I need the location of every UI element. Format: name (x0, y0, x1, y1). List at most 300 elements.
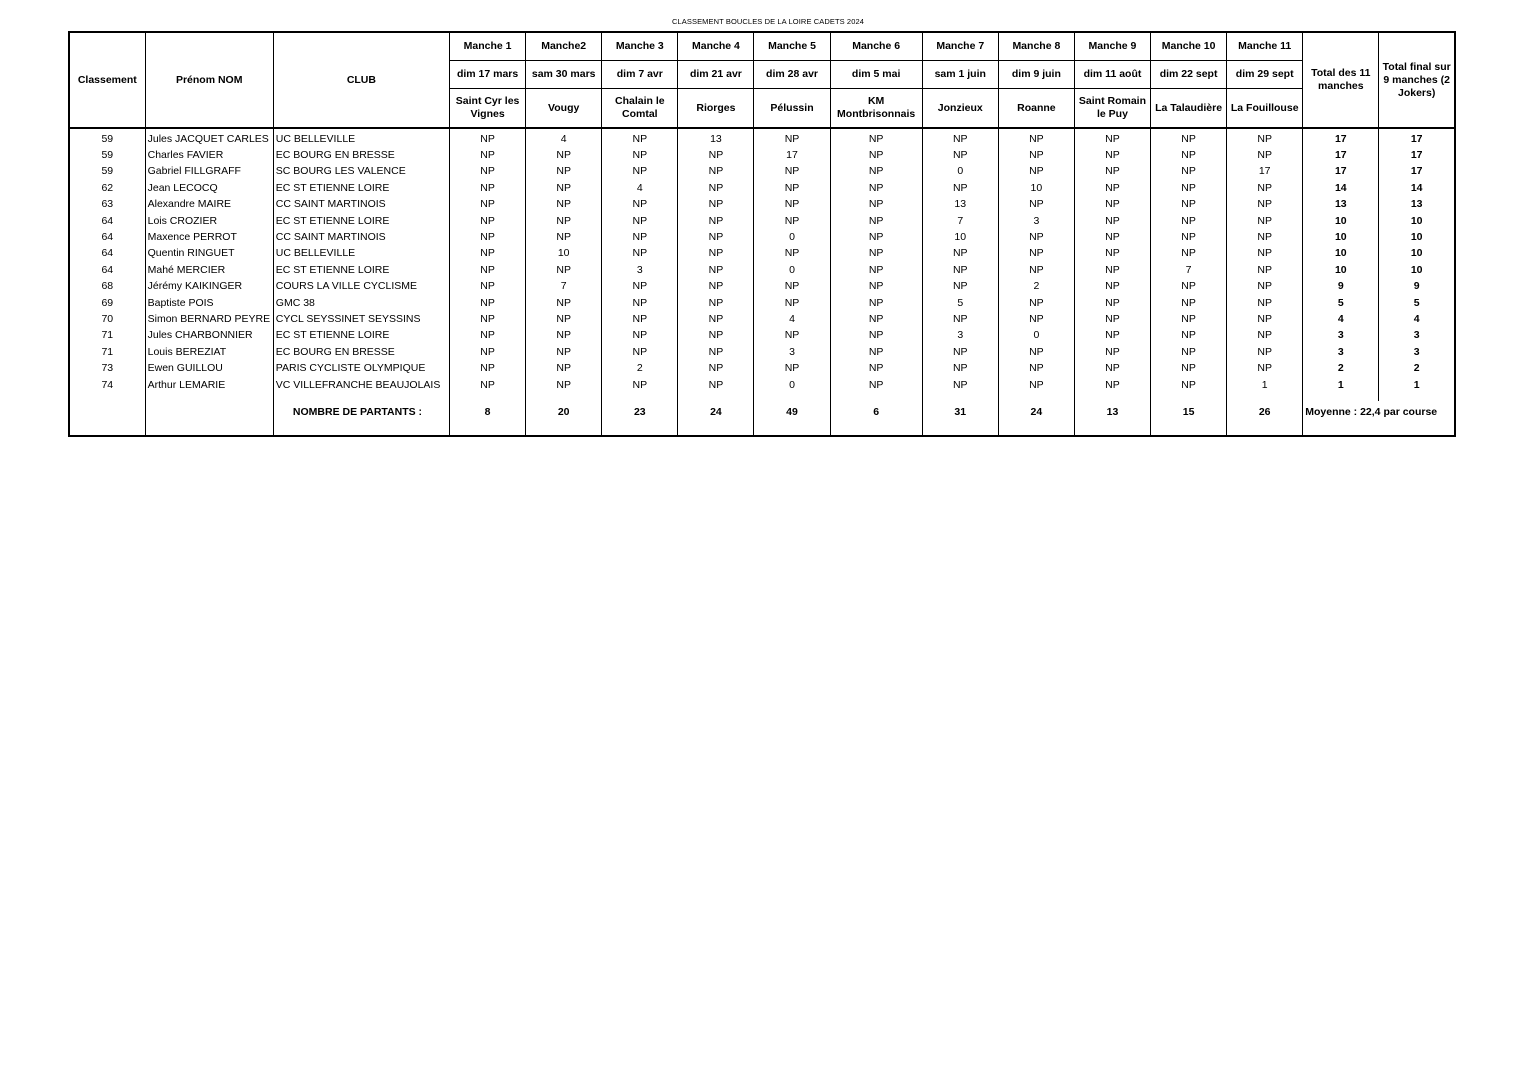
table-row (69, 147, 1455, 163)
score-cell: NP (830, 360, 922, 376)
spacer-cell (145, 393, 273, 401)
score-cell: NP (830, 279, 922, 295)
header-round-place: Chalain le Comtal (602, 89, 678, 129)
total-cell: 5 (1303, 295, 1379, 311)
score-cell: 0 (922, 164, 998, 180)
score-cell: NP (754, 164, 830, 180)
spacer-cell (678, 393, 754, 401)
score-cell: NP (526, 311, 602, 327)
spacer-cell (450, 393, 526, 401)
footer-blank-cell (69, 401, 145, 423)
ranking-table (68, 31, 1456, 437)
starters-count-cell: 15 (1151, 401, 1227, 423)
spacer-cell (1303, 393, 1379, 401)
score-cell: 10 (998, 180, 1074, 196)
score-cell: NP (450, 180, 526, 196)
final-total-cell: 3 (1379, 344, 1455, 360)
starters-count-cell: 24 (678, 401, 754, 423)
bottom-cell (69, 423, 145, 436)
score-cell: NP (998, 377, 1074, 393)
score-cell: 3 (602, 262, 678, 278)
score-cell: NP (1227, 213, 1303, 229)
spacer-cell (526, 393, 602, 401)
bottom-cell (830, 423, 922, 436)
score-cell: NP (754, 328, 830, 344)
score-cell: NP (602, 295, 678, 311)
score-cell: NP (922, 311, 998, 327)
total-cell: 9 (1303, 279, 1379, 295)
score-cell: NP (830, 246, 922, 262)
rank-cell: 63 (69, 197, 145, 213)
score-cell: NP (1074, 262, 1150, 278)
score-cell: NP (998, 197, 1074, 213)
rank-cell: 64 (69, 213, 145, 229)
score-cell: NP (1074, 311, 1150, 327)
bottom-cell (922, 423, 998, 436)
header-round-label: Manche2 (526, 32, 602, 61)
spacer-cell (602, 393, 678, 401)
total-cell: 10 (1303, 213, 1379, 229)
total-cell: 17 (1303, 128, 1379, 147)
table-row (69, 360, 1455, 376)
score-cell: NP (1074, 377, 1150, 393)
club-cell: EC ST ETIENNE LOIRE (273, 262, 449, 278)
score-cell: NP (526, 164, 602, 180)
table-row (69, 279, 1455, 295)
table-row (69, 295, 1455, 311)
score-cell: NP (998, 229, 1074, 245)
score-cell: NP (1074, 213, 1150, 229)
rider-name-cell: Charles FAVIER (145, 147, 273, 163)
final-total-cell: 17 (1379, 128, 1455, 147)
header-round-label: Manche 9 (1074, 32, 1150, 61)
score-cell: NP (922, 180, 998, 196)
score-cell: NP (1074, 344, 1150, 360)
score-cell: NP (1151, 295, 1227, 311)
header-round-label: Manche 7 (922, 32, 998, 61)
rider-name-cell: Jean LECOCQ (145, 180, 273, 196)
score-cell: NP (450, 197, 526, 213)
bottom-cell (998, 423, 1074, 436)
rank-cell: 73 (69, 360, 145, 376)
final-total-cell: 10 (1379, 262, 1455, 278)
table-row (69, 311, 1455, 327)
header-final-total: Total final sur 9 manches (2 Jokers) (1379, 32, 1455, 128)
final-total-cell: 10 (1379, 229, 1455, 245)
rank-cell: 74 (69, 377, 145, 393)
score-cell: NP (922, 377, 998, 393)
table-row (69, 229, 1455, 245)
score-cell: NP (602, 328, 678, 344)
score-cell: NP (1074, 229, 1150, 245)
score-cell: NP (998, 344, 1074, 360)
score-cell: 10 (922, 229, 998, 245)
score-cell: NP (1227, 180, 1303, 196)
score-cell: NP (1074, 164, 1150, 180)
score-cell: NP (450, 360, 526, 376)
starters-count-cell: 6 (830, 401, 922, 423)
score-cell: NP (678, 262, 754, 278)
header-round-place: Riorges (678, 89, 754, 129)
score-cell: NP (830, 213, 922, 229)
table-row (69, 328, 1455, 344)
score-cell: NP (830, 180, 922, 196)
table-body (69, 128, 1455, 436)
score-cell: NP (830, 197, 922, 213)
score-cell: NP (526, 360, 602, 376)
total-cell: 10 (1303, 246, 1379, 262)
score-cell: NP (450, 164, 526, 180)
score-cell: 0 (754, 262, 830, 278)
score-cell: NP (1151, 360, 1227, 376)
rank-cell: 62 (69, 180, 145, 196)
table-row (69, 164, 1455, 180)
bottom-cell (602, 423, 678, 436)
score-cell: NP (526, 180, 602, 196)
score-cell: NP (602, 147, 678, 163)
score-cell: NP (526, 328, 602, 344)
score-cell: NP (998, 311, 1074, 327)
score-cell: NP (450, 213, 526, 229)
score-cell: 4 (526, 128, 602, 147)
score-cell: NP (998, 295, 1074, 311)
score-cell: NP (1227, 128, 1303, 147)
score-cell: NP (602, 229, 678, 245)
score-cell: 13 (922, 197, 998, 213)
score-cell: NP (998, 128, 1074, 147)
score-cell: NP (678, 213, 754, 229)
club-cell: EC BOURG EN BRESSE (273, 344, 449, 360)
score-cell: NP (602, 246, 678, 262)
score-cell: NP (678, 328, 754, 344)
bottom-cell (754, 423, 830, 436)
score-cell: NP (922, 344, 998, 360)
starters-count-cell: 31 (922, 401, 998, 423)
score-cell: NP (922, 246, 998, 262)
score-cell: NP (526, 377, 602, 393)
final-total-cell: 13 (1379, 197, 1455, 213)
score-cell: NP (830, 164, 922, 180)
score-cell: NP (830, 311, 922, 327)
score-cell: 3 (922, 328, 998, 344)
rider-name-cell: Mahé MERCIER (145, 262, 273, 278)
club-cell: EC BOURG EN BRESSE (273, 147, 449, 163)
score-cell: NP (1227, 344, 1303, 360)
score-cell: NP (1151, 279, 1227, 295)
rider-name-cell: Arthur LEMARIE (145, 377, 273, 393)
score-cell: NP (754, 128, 830, 147)
score-cell: NP (526, 197, 602, 213)
club-cell: EC ST ETIENNE LOIRE (273, 328, 449, 344)
score-cell: NP (450, 147, 526, 163)
score-cell: NP (998, 164, 1074, 180)
score-cell: 17 (754, 147, 830, 163)
score-cell: NP (602, 197, 678, 213)
score-cell: 3 (998, 213, 1074, 229)
starters-count-cell: 8 (450, 401, 526, 423)
starters-count-cell: 23 (602, 401, 678, 423)
score-cell: NP (450, 229, 526, 245)
bottom-cell (1379, 423, 1455, 436)
score-cell: NP (754, 213, 830, 229)
starters-row (69, 401, 1455, 423)
score-cell: NP (526, 295, 602, 311)
score-cell: NP (450, 246, 526, 262)
score-cell: NP (450, 328, 526, 344)
score-cell: NP (678, 360, 754, 376)
score-cell: 1 (1227, 377, 1303, 393)
score-cell: NP (602, 164, 678, 180)
score-cell: NP (1227, 311, 1303, 327)
club-cell: EC ST ETIENNE LOIRE (273, 213, 449, 229)
final-total-cell: 14 (1379, 180, 1455, 196)
score-cell: NP (526, 262, 602, 278)
rider-name-cell: Louis BEREZIAT (145, 344, 273, 360)
total-cell: 3 (1303, 344, 1379, 360)
club-cell: CYCL SEYSSINET SEYSSINS (273, 311, 449, 327)
score-cell: NP (450, 128, 526, 147)
total-cell: 10 (1303, 229, 1379, 245)
final-total-cell: 10 (1379, 213, 1455, 229)
score-cell: 13 (678, 128, 754, 147)
score-cell: NP (678, 344, 754, 360)
score-cell: NP (830, 328, 922, 344)
header-round-label: Manche 11 (1227, 32, 1303, 61)
spacer-cell (754, 393, 830, 401)
club-cell: CC SAINT MARTINOIS (273, 229, 449, 245)
table-row (69, 197, 1455, 213)
spacer-cell (922, 393, 998, 401)
rider-name-cell: Alexandre MAIRE (145, 197, 273, 213)
score-cell: NP (450, 279, 526, 295)
score-cell: NP (830, 262, 922, 278)
score-cell: NP (526, 229, 602, 245)
header-round-place: Saint Cyr les Vignes (450, 89, 526, 129)
score-cell: NP (754, 197, 830, 213)
score-cell: NP (754, 295, 830, 311)
score-cell: NP (1151, 180, 1227, 196)
document-title: CLASSEMENT BOUCLES DE LA LOIRE CADETS 2024 (671, 17, 865, 26)
header-name: Prénom NOM (145, 32, 273, 128)
score-cell: NP (1151, 246, 1227, 262)
score-cell: NP (922, 147, 998, 163)
club-cell: COURS LA VILLE CYCLISME (273, 279, 449, 295)
spacer-cell (69, 393, 145, 401)
starters-count-cell: 49 (754, 401, 830, 423)
header-round-date: dim 29 sept (1227, 61, 1303, 89)
header-round-date: dim 17 mars (450, 61, 526, 89)
header-round-date: dim 28 avr (754, 61, 830, 89)
total-cell: 17 (1303, 147, 1379, 163)
score-cell: 7 (922, 213, 998, 229)
rider-name-cell: Ewen GUILLOU (145, 360, 273, 376)
score-cell: NP (922, 360, 998, 376)
final-total-cell: 1 (1379, 377, 1455, 393)
score-cell: NP (678, 197, 754, 213)
header-round-place: La Fouillouse (1227, 89, 1303, 129)
score-cell: NP (1227, 197, 1303, 213)
spacer-cell (1074, 393, 1150, 401)
table-row (69, 377, 1455, 393)
score-cell: NP (1227, 295, 1303, 311)
spacer-cell (1151, 393, 1227, 401)
score-cell: NP (1151, 377, 1227, 393)
score-cell: NP (754, 180, 830, 196)
table-row (69, 213, 1455, 229)
rank-cell: 59 (69, 164, 145, 180)
table-row (69, 180, 1455, 196)
rank-cell: 69 (69, 295, 145, 311)
score-cell: NP (1074, 128, 1150, 147)
rider-name-cell: Jules JACQUET CARLES (145, 128, 273, 147)
bottom-cell (1303, 423, 1379, 436)
final-total-cell: 9 (1379, 279, 1455, 295)
rank-cell: 71 (69, 344, 145, 360)
score-cell: NP (1074, 180, 1150, 196)
score-cell: NP (602, 213, 678, 229)
total-cell: 4 (1303, 311, 1379, 327)
score-cell: NP (678, 279, 754, 295)
score-cell: NP (1074, 246, 1150, 262)
score-cell: NP (602, 377, 678, 393)
score-cell: NP (678, 246, 754, 262)
score-cell: NP (830, 147, 922, 163)
score-cell: NP (1151, 164, 1227, 180)
header-round-date: dim 11 août (1074, 61, 1150, 89)
rank-cell: 59 (69, 128, 145, 147)
score-cell: NP (830, 295, 922, 311)
final-total-cell: 2 (1379, 360, 1455, 376)
header-round-label: Manche 6 (830, 32, 922, 61)
total-cell: 17 (1303, 164, 1379, 180)
score-cell: NP (1151, 128, 1227, 147)
score-cell: 2 (998, 279, 1074, 295)
average-label: Moyenne : 22,4 par course (1303, 401, 1379, 423)
club-cell: EC ST ETIENNE LOIRE (273, 180, 449, 196)
score-cell: NP (602, 128, 678, 147)
header-round-date: sam 30 mars (526, 61, 602, 89)
rider-name-cell: Simon BERNARD PEYRE (145, 311, 273, 327)
header-round-label: Manche 1 (450, 32, 526, 61)
starters-count-cell: 26 (1227, 401, 1303, 423)
table-row (69, 344, 1455, 360)
final-total-cell: 5 (1379, 295, 1455, 311)
score-cell: NP (678, 295, 754, 311)
rank-cell: 64 (69, 229, 145, 245)
header-round-place: La Talaudière (1151, 89, 1227, 129)
score-cell: NP (1227, 246, 1303, 262)
bottom-cell (450, 423, 526, 436)
score-cell: NP (1151, 213, 1227, 229)
footer-blank-cell (145, 401, 273, 423)
table-row (69, 128, 1455, 147)
score-cell: NP (1227, 229, 1303, 245)
starters-label: NOMBRE DE PARTANTS : (273, 401, 449, 423)
score-cell: NP (602, 344, 678, 360)
header-round-label: Manche 3 (602, 32, 678, 61)
score-cell: 2 (602, 360, 678, 376)
header-round-place: Vougy (526, 89, 602, 129)
header-round-date: dim 7 avr (602, 61, 678, 89)
score-cell: NP (602, 279, 678, 295)
bottom-cell (1074, 423, 1150, 436)
header-round-label: Manche 8 (998, 32, 1074, 61)
score-cell: NP (998, 246, 1074, 262)
score-cell: NP (678, 147, 754, 163)
final-total-cell: 4 (1379, 311, 1455, 327)
header-round-label: Manche 10 (1151, 32, 1227, 61)
rider-name-cell: Jérémy KAIKINGER (145, 279, 273, 295)
score-cell: NP (678, 377, 754, 393)
club-cell: PARIS CYCLISTE OLYMPIQUE (273, 360, 449, 376)
score-cell: NP (922, 279, 998, 295)
header-round-label: Manche 4 (678, 32, 754, 61)
score-cell: NP (1227, 279, 1303, 295)
rider-name-cell: Quentin RINGUET (145, 246, 273, 262)
bottom-cell (145, 423, 273, 436)
rank-cell: 59 (69, 147, 145, 163)
score-cell: NP (678, 229, 754, 245)
score-cell: 3 (754, 344, 830, 360)
score-cell: NP (526, 344, 602, 360)
bottom-cell (273, 423, 449, 436)
score-cell: 0 (754, 377, 830, 393)
starters-count-cell: 20 (526, 401, 602, 423)
table-row (69, 246, 1455, 262)
club-cell: UC BELLEVILLE (273, 128, 449, 147)
table-header (69, 32, 1455, 128)
score-cell: NP (830, 229, 922, 245)
score-cell: NP (678, 311, 754, 327)
score-cell: NP (450, 344, 526, 360)
rank-cell: 70 (69, 311, 145, 327)
spacer-cell (1379, 393, 1455, 401)
total-cell: 1 (1303, 377, 1379, 393)
bottom-cell (1227, 423, 1303, 436)
club-cell: SC BOURG LES VALENCE (273, 164, 449, 180)
score-cell: NP (1074, 295, 1150, 311)
score-cell: 5 (922, 295, 998, 311)
score-cell: NP (998, 360, 1074, 376)
score-cell: NP (450, 311, 526, 327)
score-cell: NP (1227, 147, 1303, 163)
final-total-cell: 17 (1379, 164, 1455, 180)
score-cell: NP (1227, 328, 1303, 344)
score-cell: NP (450, 262, 526, 278)
header-round-date: dim 5 mai (830, 61, 922, 89)
header-club: CLUB (273, 32, 449, 128)
starters-count-cell: 13 (1074, 401, 1150, 423)
header-round-date: dim 9 juin (998, 61, 1074, 89)
header-round-place: Jonzieux (922, 89, 998, 129)
final-total-cell: 17 (1379, 147, 1455, 163)
score-cell: NP (1074, 360, 1150, 376)
score-cell: NP (830, 344, 922, 360)
score-cell: NP (450, 295, 526, 311)
bottom-cell (678, 423, 754, 436)
score-cell: NP (922, 262, 998, 278)
score-cell: 0 (754, 229, 830, 245)
header-round-place: Pélussin (754, 89, 830, 129)
rank-cell: 64 (69, 246, 145, 262)
spacer-row (69, 393, 1455, 401)
starters-count-cell: 24 (998, 401, 1074, 423)
final-total-cell: 3 (1379, 328, 1455, 344)
score-cell: NP (754, 360, 830, 376)
score-cell: NP (1227, 360, 1303, 376)
header-round-date: dim 22 sept (1151, 61, 1227, 89)
score-cell: NP (1151, 311, 1227, 327)
